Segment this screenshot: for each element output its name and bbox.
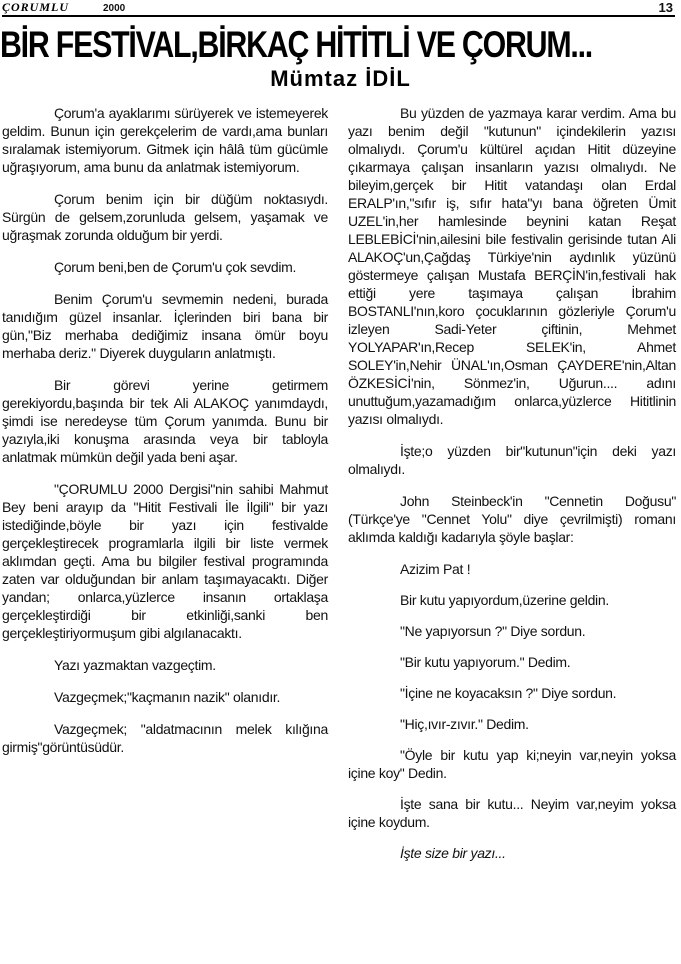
article-author: Mümtaz İDİL	[270, 66, 411, 91]
page-header	[0, 0, 681, 16]
header-divider	[2, 15, 675, 17]
dialogue-line: "Öyle bir kutu yap ki;neyin var,neyin yoksa içine koy" Dedin.	[348, 747, 676, 781]
paragraph: Çorum'a ayaklarımı sürüyerek ve istemeyerek geldim. Bunun için gerekçelerim de vardı,ama bunları sıralamak istemiyorum. Gitmek için hâlâ tüm gücümle uğraşıyorum, ama bunu da anlatmak istemiyorum.	[2, 105, 328, 175]
paragraph: Vazgeçmek; "aldatmacının melek kılığına girmiş"görüntüsüdür.	[2, 721, 328, 755]
paragraph: Bu yüzden de yazmaya karar verdim. Ama bu yazı benim değil "kutunun" içindekilerin yazısı olmalıydı. Çorum'u kültürel açıdan Hitit düzeyine çıkarmaya çalışan insanların yazısı olmalıydı. Ne bileyim,gerçek bir Hitit vatandaşı olan Erdal ERALP'ın,"sıfır iş, sıfır hata"yı bana öğreten Ümit UZEL'in,her hamlesinde beynini katan Reşat LEBLEBİCİ'nin,ailesini bile festivalin gerisinde tutan Ali ALAKOÇ'un,Çağdaş Türkiye'nin aydınlık yüzünü göstermeye çalışan Mustafa BERÇİN'in,festivali hak ettiği yere taşımaya çalışan İbrahim BOSTANLI'nın,koro çocuklarının gözleriyle Çorum'u izleyen Sadi-Yeter çiftinin, Mehmet YOLYAPAR'ın,Recep SELEK'in, Ahmet SOLEY'in,Nehir ÜNAL'ın,Osman ÇAYDERE'nin,Altan ÖZKESİCİ'nin, Sönmez'in, Uğurun.... adını unuttuğum,yazamadığım onlarca,yüzlerce Hititlinin yazısı olmalıydı.	[348, 105, 676, 427]
dialogue-line: Azizim Pat !	[400, 561, 471, 577]
paragraph: Çorum beni,ben de Çorum'u çok sevdim.	[54, 259, 297, 275]
paragraph: İşte;o yüzden bir"kutunun"için deki yazı olmalıydı.	[348, 443, 676, 477]
paragraph: John Steinbeck'in "Cennetin Doğusu" (Türkçe'ye "Cennet Yolu" diye çevrilmişti) romanı aklımda kaldığı kadarıyla şöyle başlar:	[348, 493, 676, 545]
dialogue-line: Bir kutu yapıyordum,üzerine geldin.	[400, 592, 609, 608]
left-column	[2, 104, 328, 770]
dialogue-line: İşte sana bir kutu... Neyim var,neyim yoksa içine koydum.	[348, 796, 676, 830]
page-number: 13	[658, 0, 673, 15]
dialogue-line: "Bir kutu yapıyorum." Dedim.	[400, 654, 571, 670]
right-column	[348, 104, 676, 875]
paragraph: Benim Çorum'u sevmemin nedeni, burada tanıdığım güzel insanlar. İçlerinden biri bana bir gün,"Biz merhaba dediğimiz insana ömür boyu merhaba deriz." Diyerek duyguların anlatmıştı.	[2, 291, 328, 361]
closing-line: İşte size bir yazı...	[400, 845, 506, 861]
dialogue-line: "Hiç,ıvır-zıvır." Dedim.	[400, 716, 529, 732]
paragraph: "ÇORUMLU 2000 Dergisi"nin sahibi Mahmut Bey beni arayıp da "Hitit Festivali İle İlgili" bir yazı istediğinde,böyle bir yazı için festivalde gerçekleştirecek programlarla ilgili bir liste vermek aklımdan geçti. Ama bu bilgiler festival programında zaten var olduğundan bir anlam taşımayacaktı. Diğer yandan; onlarca,yüzlerce insanın ortaklaşa gerçekleştirdiği bir etkinliği,sanki ben gerçekleştiriyormuşum gibi algılanacaktı.	[2, 481, 328, 641]
article-title: BİR FESTİVAL,BİRKAÇ HİTİTLİ VE ÇORUM...	[0, 24, 592, 65]
paragraph: Bir görevi yerine getirmem gerekiyordu,başında bir tek Ali ALAKOÇ yanımdaydı, şimdi ise neredeyse tüm Çorum yanımda. Bunu bir yazıyla,iki konuşma arasında veya bir tabloyla anlatmak mümkün değil yada beni aşar.	[2, 377, 328, 465]
paragraph: Yazı yazmaktan vazgeçtim.	[54, 657, 216, 673]
dialogue-line: "İçine ne koyacaksın ?" Diye sordun.	[400, 685, 617, 701]
dialogue-line: "Ne yapıyorsun ?" Diye sordun.	[400, 623, 586, 639]
magazine-year: 2000	[103, 3, 126, 14]
paragraph: Çorum benim için bir düğüm noktasıydı. Sürgün de gelsem,zorunluda gelsem, yaşamak ve uğraşmak zorunda olduğum bir yerdi.	[2, 191, 328, 243]
paragraph: Vazgeçmek;"kaçmanın nazik" olanıdır.	[54, 689, 281, 705]
magazine-logo: ÇORUMLU	[2, 0, 70, 14]
